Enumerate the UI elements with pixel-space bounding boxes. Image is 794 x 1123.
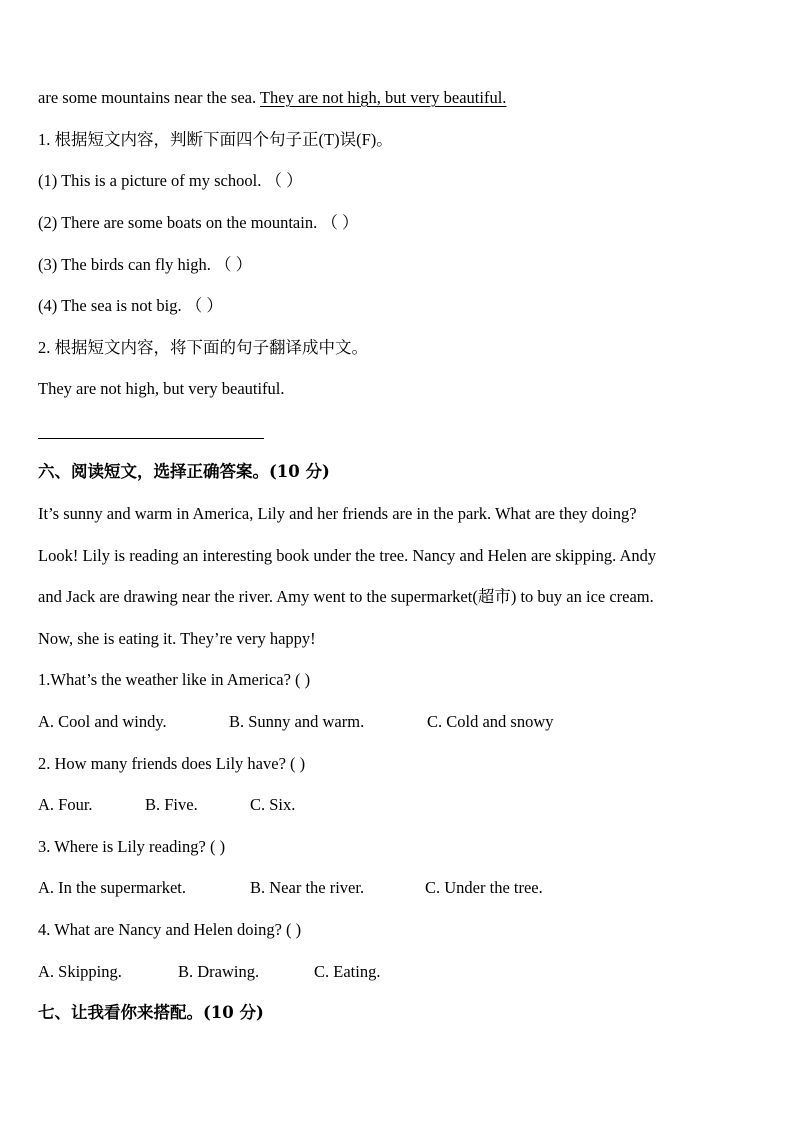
s6-question-2[interactable]: 2. How many friends does Lily have? ( ) <box>38 754 306 773</box>
section6-passage-line-4: Now, she is eating it. They’re very happy! <box>38 629 316 648</box>
s6-question-1[interactable]: 1.What’s the weather like in America? ( ) <box>38 670 311 689</box>
passage-tail-plain: are some mountains near the sea. <box>38 88 260 107</box>
s6-q2-option-b[interactable]: B. Five. <box>145 795 198 814</box>
s6-question-3[interactable]: 3. Where is Lily reading? ( ) <box>38 837 226 856</box>
q1-item-3[interactable]: (3) The birds can fly high. （ ） <box>38 255 253 274</box>
s6-q4-option-c[interactable]: C. Eating. <box>314 962 381 981</box>
s6-q1-option-a[interactable]: A. Cool and windy. <box>38 712 167 731</box>
section6-passage-line-3: and Jack are drawing near the river. Amy went to the supermarket(超市) to buy an ice cream. <box>38 587 654 606</box>
section6-title: 六、阅读短文，选择正确答案。(10 分) <box>38 462 330 481</box>
s6-q4-option-b[interactable]: B. Drawing. <box>178 962 260 981</box>
s6-question-4-options <box>38 962 380 982</box>
s6-q1-option-b[interactable]: B. Sunny and warm. <box>229 712 365 731</box>
s6-question-1-options <box>38 712 554 732</box>
section7-title: 七、让我看你来搭配。(10 分) <box>38 1003 264 1022</box>
q2-instruction: 2. 根据短文内容，将下面的句子翻译成中文。 <box>38 338 368 357</box>
q2-answer-line[interactable] <box>38 438 264 439</box>
s6-question-3-options <box>38 878 543 898</box>
s6-q4-option-a[interactable]: A. Skipping. <box>38 962 122 981</box>
s6-q2-option-a[interactable]: A. Four. <box>38 795 93 814</box>
s6-question-4[interactable]: 4. What are Nancy and Helen doing? ( ) <box>38 920 302 939</box>
s6-question-2-options <box>38 795 295 815</box>
q1-item-2[interactable]: (2) There are some boats on the mountain. （ ） <box>38 213 359 232</box>
q1-item-1[interactable]: (1) This is a picture of my school. （ ） <box>38 171 303 190</box>
s6-q2-option-c[interactable]: C. Six. <box>250 795 296 814</box>
q1-item-4[interactable]: (4) The sea is not big. （ ） <box>38 296 223 315</box>
q1-instruction: 1. 根据短文内容，判断下面四个句子正(T)误(F)。 <box>38 130 393 149</box>
s6-q3-option-b[interactable]: B. Near the river. <box>250 878 365 897</box>
section6-passage-line-2: Look! Lily is reading an interesting book under the tree. Nancy and Helen are skipping. Andy <box>38 546 657 565</box>
passage-tail-underlined: They are not high, but very beautiful. <box>259 88 507 107</box>
s6-q3-option-a[interactable]: A. In the supermarket. <box>38 878 186 897</box>
q2-sentence: They are not high, but very beautiful. <box>38 379 285 398</box>
passage-tail-line <box>38 88 506 108</box>
section6-passage-line-1: It’s sunny and warm in America, Lily and her friends are in the park. What are they doing? <box>38 504 637 523</box>
s6-q1-option-c[interactable]: C. Cold and snowy <box>427 712 554 731</box>
s6-q3-option-c[interactable]: C. Under the tree. <box>425 878 543 897</box>
